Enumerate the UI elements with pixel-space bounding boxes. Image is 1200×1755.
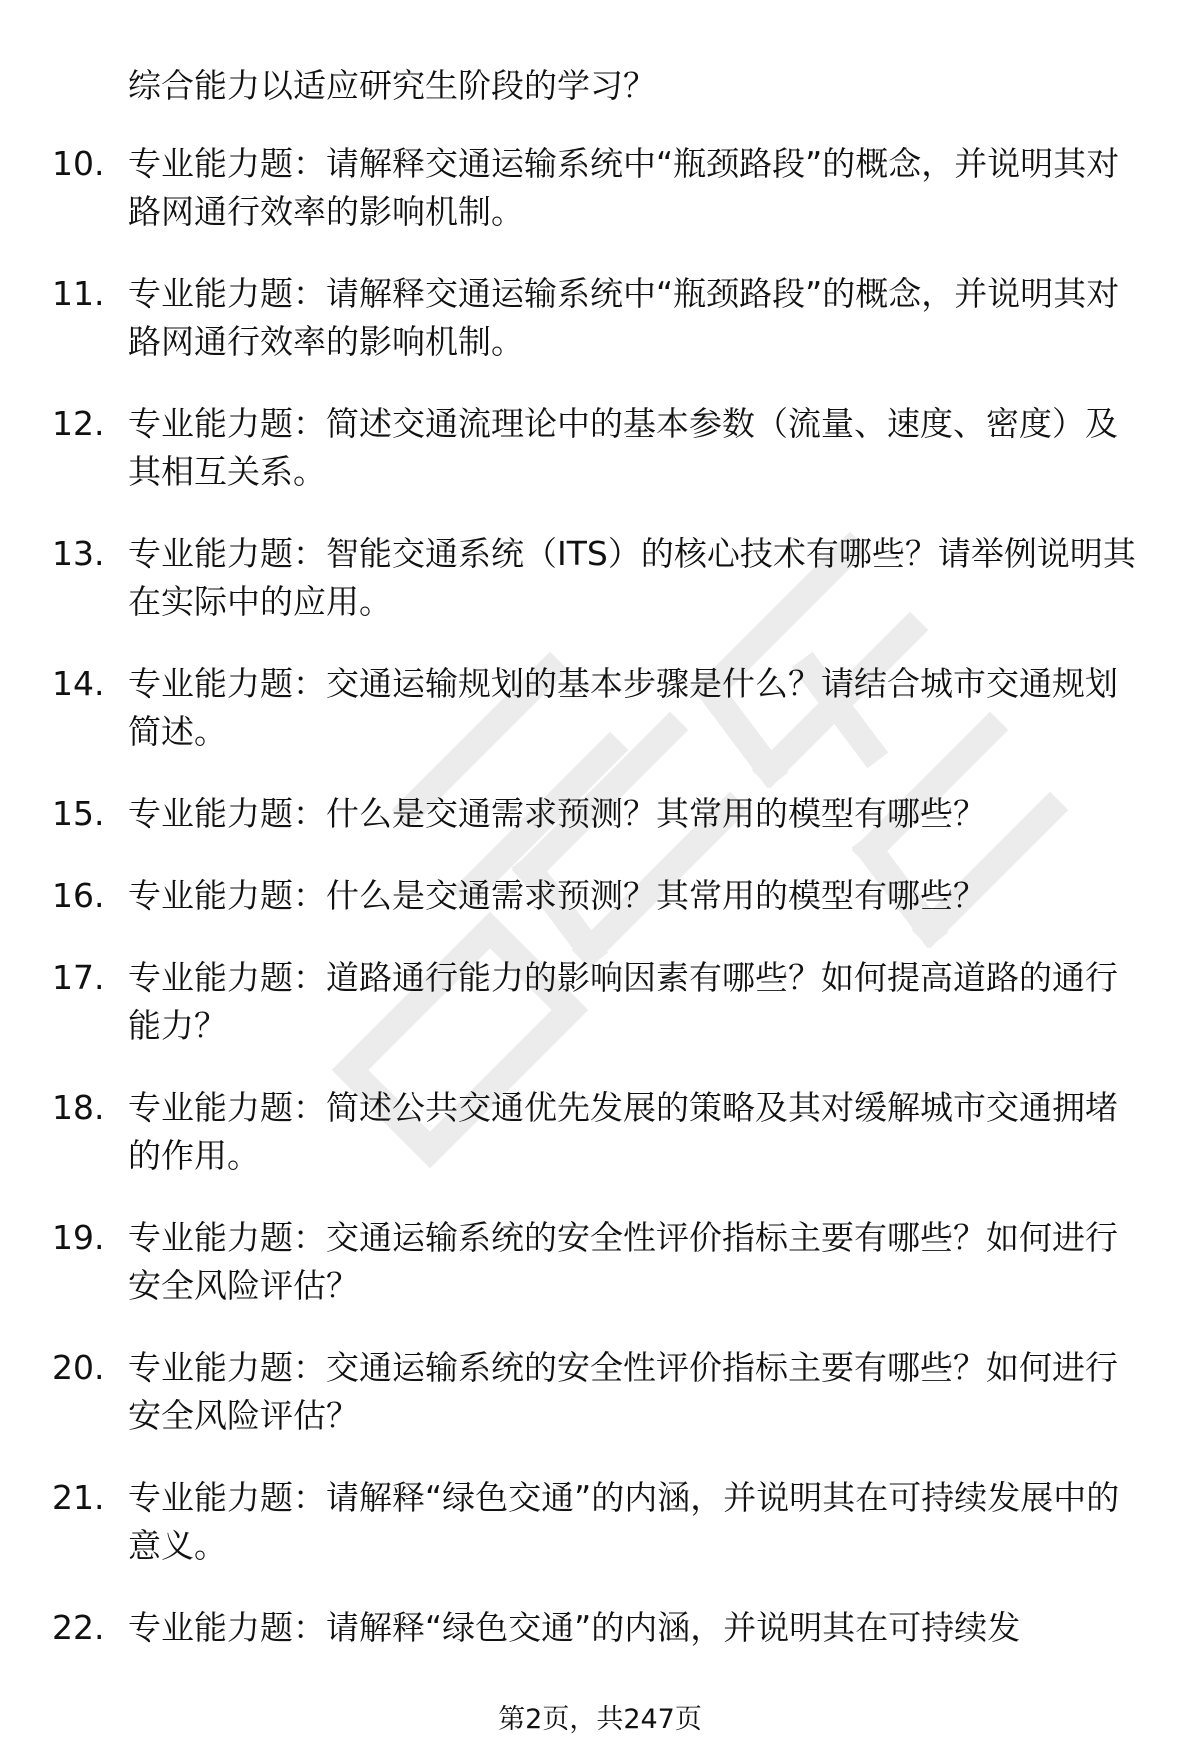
question-text: 专业能力题：道路通行能力的影响因素有哪些？如何提高道路的通行能力？	[128, 958, 1118, 1045]
question-number: 16.	[52, 876, 105, 915]
question-item	[0, 270, 1200, 366]
question-list	[0, 140, 1200, 1686]
question-text: 专业能力题：什么是交通需求预测？其常用的模型有哪些？	[128, 876, 986, 915]
question-item	[0, 660, 1200, 756]
page-footer: 第2页，共247页	[498, 1704, 702, 1735]
question-item	[0, 1474, 1200, 1570]
question-text: 专业能力题：交通运输系统的安全性评价指标主要有哪些？如何进行安全风险评估？	[128, 1218, 1118, 1305]
question-number: 20.	[52, 1348, 105, 1387]
question-text: 专业能力题：请解释“绿色交通”的内涵，并说明其在可持续发	[128, 1608, 1021, 1647]
question-text: 专业能力题：简述公共交通优先发展的策略及其对缓解城市交通拥堵的作用。	[128, 1088, 1118, 1175]
question-number: 22.	[52, 1608, 105, 1647]
question-number: 11.	[52, 274, 105, 313]
question-item	[0, 1214, 1200, 1310]
question-item	[0, 1344, 1200, 1440]
question-item	[0, 790, 1200, 838]
question-item	[0, 400, 1200, 496]
question-number: 19.	[52, 1218, 105, 1257]
question-text: 专业能力题：智能交通系统（ITS）的核心技术有哪些？请举例说明其在实际中的应用。	[128, 534, 1136, 621]
question-text: 专业能力题：交通运输系统的安全性评价指标主要有哪些？如何进行安全风险评估？	[128, 1348, 1118, 1435]
question-text: 专业能力题：简述交通流理论中的基本参数（流量、速度、密度）及其相互关系。	[128, 404, 1118, 491]
question-text: 专业能力题：请解释交通运输系统中“瓶颈路段”的概念，并说明其对路网通行效率的影响机制。	[128, 144, 1120, 231]
question-number: 18.	[52, 1088, 105, 1127]
question-text: 专业能力题：请解释交通运输系统中“瓶颈路段”的概念，并说明其对路网通行效率的影响机制。	[128, 274, 1120, 361]
question-number: 17.	[52, 958, 105, 997]
question-number: 14.	[52, 664, 105, 703]
question-item	[0, 872, 1200, 920]
question-number: 12.	[52, 404, 105, 443]
question-text: 专业能力题：交通运输规划的基本步骤是什么？请结合城市交通规划简述。	[128, 664, 1118, 751]
question-number: 15.	[52, 794, 105, 833]
question-text: 专业能力题：请解释“绿色交通”的内涵，并说明其在可持续发展中的意义。	[128, 1478, 1120, 1565]
question-item	[0, 140, 1200, 236]
question-number: 21.	[52, 1478, 105, 1517]
question-item	[0, 530, 1200, 626]
question-item	[0, 1084, 1200, 1180]
question-number: 13.	[52, 534, 105, 573]
question-item	[0, 954, 1200, 1050]
question-text: 专业能力题：什么是交通需求预测？其常用的模型有哪些？	[128, 794, 986, 833]
question-item	[0, 1604, 1200, 1652]
question-number: 10.	[52, 144, 105, 183]
continuation-text: 综合能力以适应研究生阶段的学习？	[128, 66, 656, 105]
